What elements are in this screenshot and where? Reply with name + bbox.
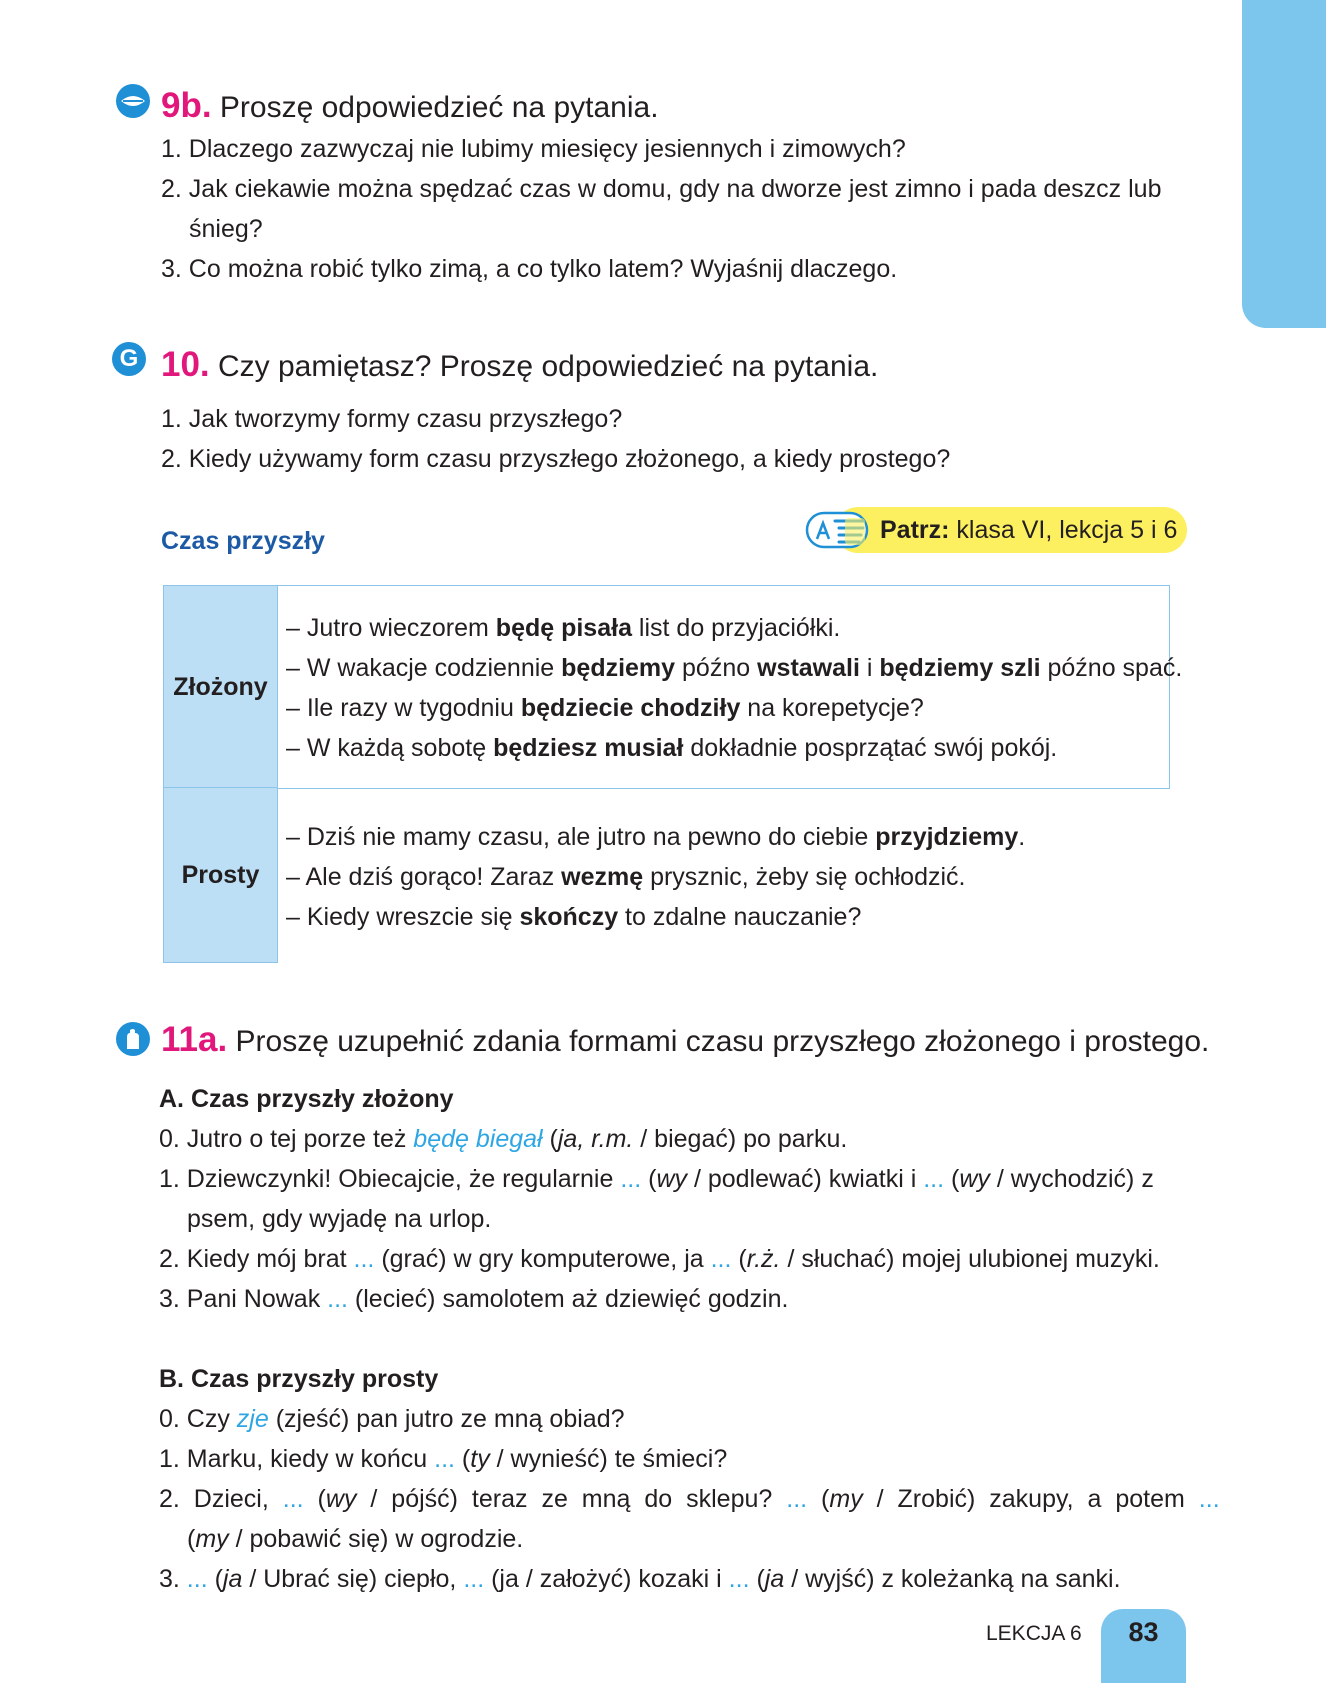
exercise-sentence: 1. Marku, kiedy w końcu ... (ty / wynieść) te śmieci? [159, 1445, 728, 1473]
exercise-sentence: 0. Jutro o tej porze też będę biegał (ja, r.m. / biegać) po parku. [159, 1125, 848, 1153]
question-item: 2. Kiedy używamy form czasu przyszłego złożonego, a kiedy prostego? [161, 445, 951, 473]
blank-gap: ... [1198, 1485, 1220, 1513]
example-sentence: – Ile razy w tygodniu będziecie chodziły na korepetycje? [286, 694, 924, 722]
blank-gap: ... [923, 1165, 945, 1193]
question-item-continuation: śnieg? [189, 215, 263, 243]
blank-gap: ... [186, 1565, 208, 1593]
exercise-sentence-continuation: psem, gdy wyjadę na urlop. [187, 1205, 492, 1233]
future-compound-label: Złożony [163, 585, 278, 789]
pointing-hand-icon [805, 509, 877, 551]
page-number: 83 [1101, 1609, 1186, 1683]
part-a-heading: A. Czas przyszły złożony [159, 1085, 454, 1113]
blank-gap: ... [434, 1445, 455, 1473]
future-simple-examples [278, 787, 1170, 963]
hand-write-icon [116, 1022, 150, 1056]
exercise-number: 10. [161, 345, 210, 384]
exercise-sentence: 2. Dzieci, ... (wy / pójść) teraz ze mną do sklepu? ... (my / Zrobić) zakupy, a potem ... [159, 1485, 1220, 1513]
future-simple-label: Prosty [163, 787, 278, 963]
exercise-sentence: 0. Czy zje (zjeść) pan jutro ze mną obiad? [159, 1405, 625, 1433]
exercise-instruction: Proszę odpowiedzieć na pytania. [219, 91, 659, 124]
exercise-number: 9b. [161, 86, 212, 125]
example-sentence: – W każdą sobotę będziesz musiał dokładnie posprzątać swój pokój. [286, 734, 1058, 762]
exercise-sentence: 3. ... (ja / Ubrać się) ciepło, ... (ja / założyć) kozaki i ... (ja / wyjść) z koleżanką na sanki. [159, 1565, 1121, 1593]
future-compound-examples [278, 585, 1183, 789]
blank-gap: ... [728, 1565, 750, 1593]
exercise-sentence: 2. Kiedy mój brat ... (grać) w gry komputerowe, ja ... (r.ż. / słuchać) mojej ulubionej muzyki. [159, 1245, 1160, 1273]
exercise-instruction: Proszę uzupełnić zdania formami czasu przyszłego złożonego i prostego. [235, 1025, 1210, 1058]
exercise-11a-title [161, 1020, 1209, 1060]
exercise-instruction: Czy pamiętasz? Proszę odpowiedzieć na pytania. [218, 350, 879, 383]
see-also-text: Patrz: klasa VI, lekcja 5 i 6 [880, 516, 1178, 544]
question-item: 1. Dlaczego zazwyczaj nie lubimy miesięcy jesiennych i zimowych? [161, 135, 906, 163]
exercise-9b-title [161, 86, 659, 126]
example-sentence: – Jutro wieczorem będę pisała list do przyjaciółki. [286, 614, 841, 642]
example-sentence: – Dziś nie mamy czasu, ale jutro na pewno do ciebie przyjdziemy. [286, 823, 1026, 851]
blank-gap: ... [463, 1565, 485, 1593]
blank-gap: ... [282, 1485, 304, 1513]
side-tab [1242, 0, 1326, 328]
blank-gap: ... [620, 1165, 642, 1193]
example-sentence: – Ale dziś gorąco! Zaraz wezmę prysznic, żeby się ochłodzić. [286, 863, 966, 891]
exercise-sentence: 3. Pani Nowak ... (lecieć) samolotem aż dziewięć godzin. [159, 1285, 789, 1313]
example-sentence: – W wakacje codziennie będziemy późno wstawali i będziemy szli późno spać. [286, 654, 1183, 682]
exercise-sentence: 1. Dziewczynki! Obiecajcie, że regularnie ... (wy / podlewać) kwiatki i ... (wy / wychodzić) z [159, 1165, 1154, 1193]
blank-gap: ... [786, 1485, 808, 1513]
lesson-label: LEKCJA 6 [986, 1622, 1082, 1645]
blank-gap: ... [710, 1245, 732, 1273]
grammar-g-icon: G [112, 342, 146, 376]
question-item: 2. Jak ciekawie można spędzać czas w domu, gdy na dworze jest zimno i pada deszcz lub [161, 175, 1162, 203]
question-item: 1. Jak tworzymy formy czasu przyszłego? [161, 405, 623, 433]
see-also-reference [805, 507, 1187, 553]
exercise-number: 11a. [161, 1020, 228, 1059]
blank-gap: ... [353, 1245, 375, 1273]
question-item: 3. Co można robić tylko zimą, a co tylko latem? Wyjaśnij dlaczego. [161, 255, 898, 283]
example-sentence: – Kiedy wreszcie się skończy to zdalne nauczanie? [286, 903, 862, 931]
blank-gap: ... [327, 1285, 348, 1313]
exercise-10-title [161, 345, 878, 385]
exercise-sentence-continuation: (my / pobawić się) w ogrodzie. [187, 1525, 524, 1553]
part-b-heading: B. Czas przyszły prosty [159, 1365, 439, 1393]
grammar-heading: Czas przyszły [161, 527, 325, 555]
speech-lips-icon [116, 84, 150, 118]
